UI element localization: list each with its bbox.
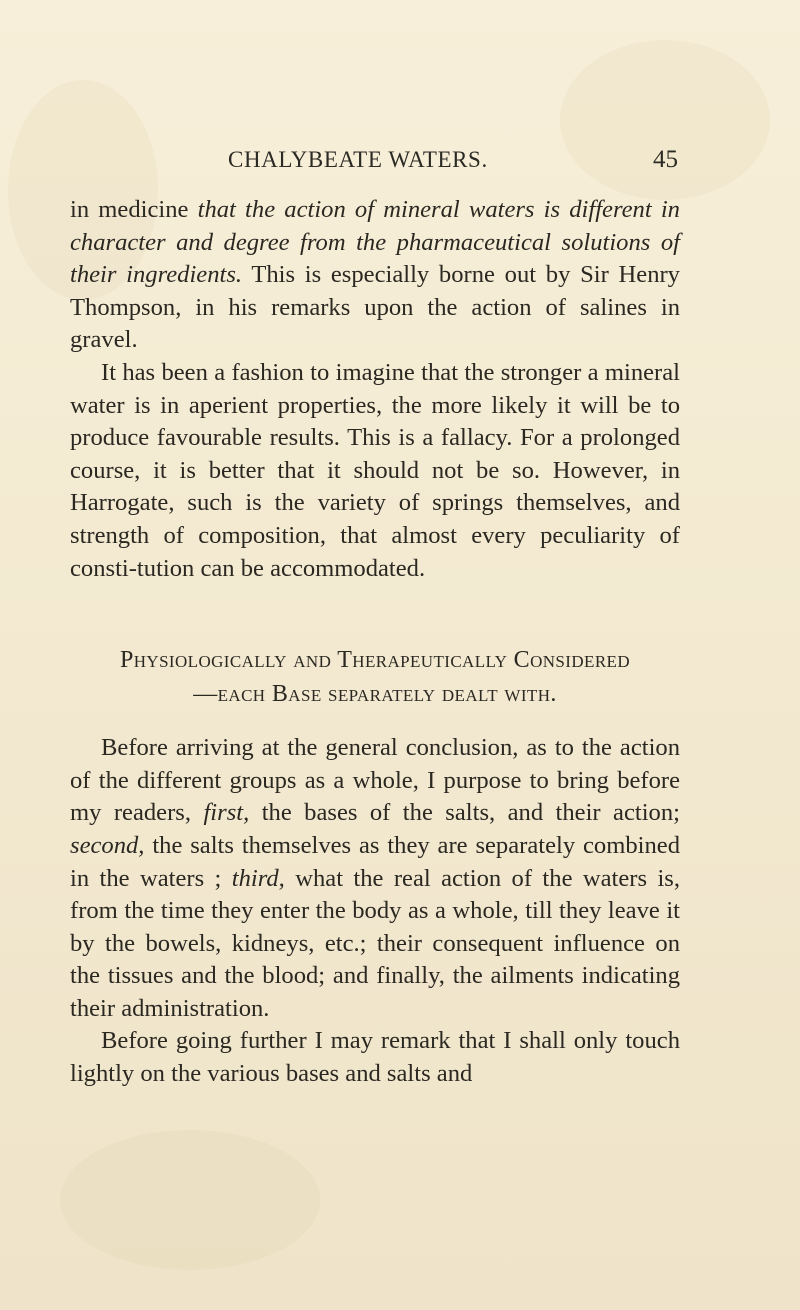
paragraph-fashion: It has been a fashion to imagine that the stronger a mineral water is in aperient properties, the more likely it will be to produce favourable results. This is a fallacy. For a prolonged course, it is better that it should not be so. However, in Harrogate, such is the variety of springs themselves, and strength of composition, that almost every peculiarity of consti-tution can be accommodated. [70, 358, 680, 582]
paragraph-3-part-4: what the real action of the waters is, from the time they enter the body as a whole, till they leave it by the bowels, kidneys, etc.; their consequent influence on the tissues and the blood; and finally, the ailments indicating their administration. [70, 864, 680, 1022]
paragraph-1-italic: that the action of mineral waters is different in character and degree from the pharmaceutical solutions of their ingredients. [70, 196, 680, 289]
page-body [70, 194, 680, 1091]
paragraph-3-first: first, [203, 799, 250, 827]
paragraph-3-part-1: Before arriving at the general conclusion, as to the action of the different groups as a whole, I purpose to bring before my readers, [70, 734, 680, 827]
paragraph-3-part-2: the bases of the salts, and their action; [249, 799, 680, 827]
paragraph-3-second: second, [70, 831, 145, 859]
paragraph-continued [70, 194, 680, 357]
paragraph-1-lead: in medicine [70, 196, 198, 223]
paragraph-1-rest: This is especially borne out by Sir Henry Thompson, in his remarks upon the action of salines in gravel. [70, 261, 680, 354]
paragraph-before-arriving [70, 732, 680, 1025]
paragraph-3-part-3: the salts themselves as they are separately combined in the waters ; [70, 831, 680, 892]
section-heading-line-1: Physiologically and Therapeutically Considered [119, 647, 631, 674]
paragraph-before-going: Before going further I may remark that I shall only touch lightly on the various bases and salts and [70, 1027, 680, 1088]
section-heading [70, 643, 680, 711]
section-heading-line-2: —each Base separately dealt with. [193, 681, 557, 708]
running-header [228, 146, 678, 182]
paper-stain [60, 1130, 320, 1270]
running-title: CHALYBEATE WATERS. [228, 147, 488, 172]
page-number: 45 [653, 146, 678, 173]
paragraph-3-third: third, [231, 864, 285, 892]
